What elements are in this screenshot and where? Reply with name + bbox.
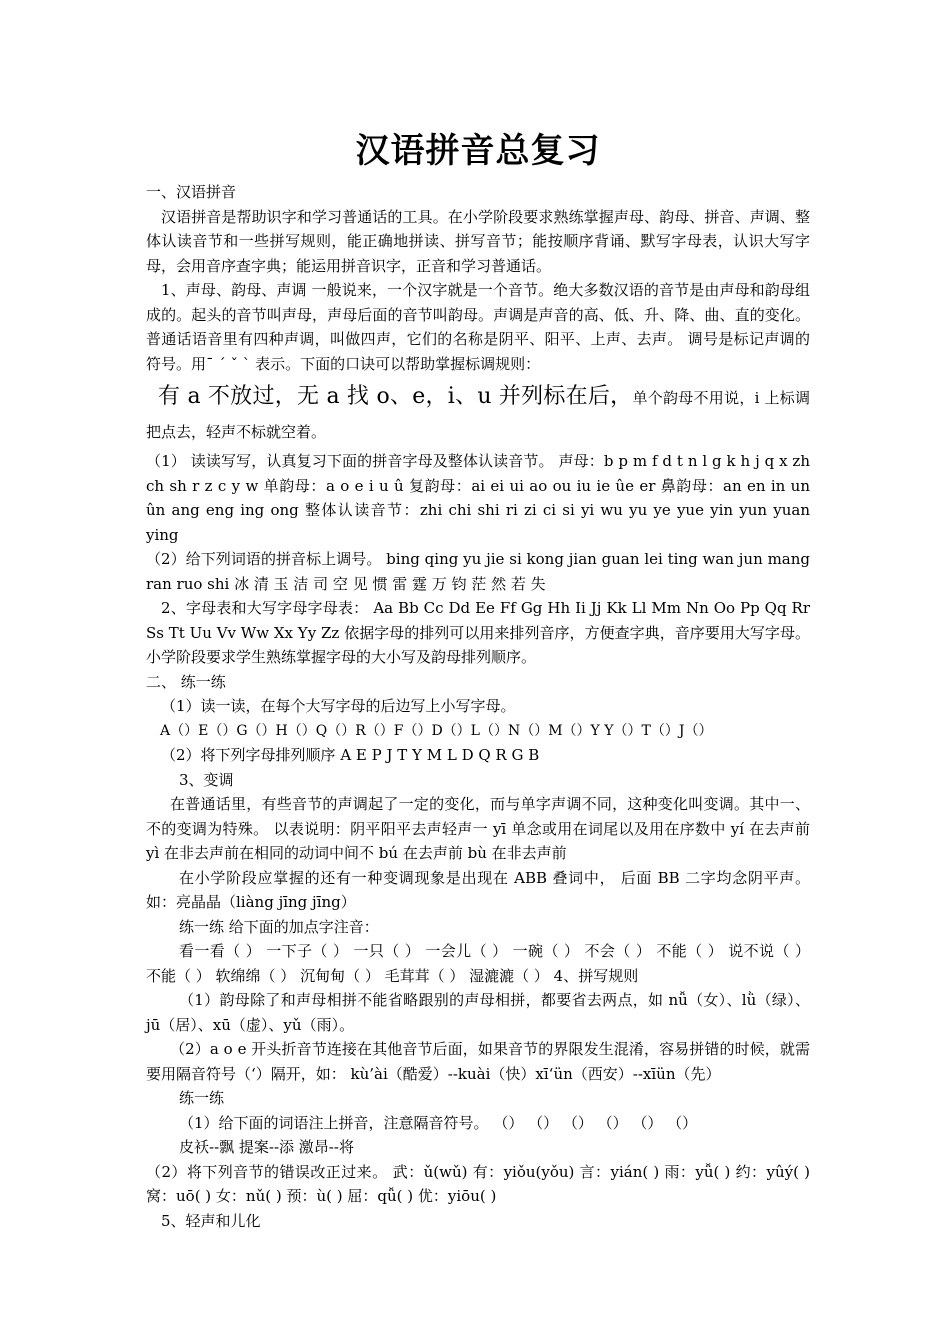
paragraph-abb: 在小学阶段应掌握的还有一种变调现象是出现在 ABB 叠词中， 后面 BB 二字均念阴平声。如：亮晶晶（liàng jīng jīng） (146, 868, 810, 911)
paragraph-intro: 汉语拼音是帮助识字和学习普通话的工具。在小学阶段要求熟练掌握声母、韵母、拼音、声调、整体认读音节和一些拼写规则，能正确地拼读、拼写音节；能按顺序背诵、默写字母表，认识大写字母，会用音序查字典；能运用拼音识字，正音和学习普通话。 (146, 207, 810, 275)
exercise-tone-marks: （2）给下列词语的拼音标上调号。 bing qing yu jie si kong jian guan lei ting wan jun mang ran ruo shi 冰 清 玉 洁 司 空 见 惯 雷 霆 万 钧 茫 然 若 失 (146, 550, 810, 593)
tone-rule-big: 有 a 不放过，无 a 找 o、e，i、u 并列标在后， (158, 384, 633, 409)
tone-rule-rest: 单个韵母不用说，i 上标调把点去，轻声不标就空着。 (146, 389, 810, 441)
section-heading-1: 一、汉语拼音 (146, 183, 237, 201)
heading-tone-change: 3、变调 (179, 770, 234, 789)
practice-item-1: （1）读一读，在每个大写字母的后边写上小写字母。 (161, 697, 516, 715)
page-title: 汉语拼音总复习 (355, 131, 601, 171)
tone-rule-verse (146, 380, 810, 449)
spelling-rule-2: （2）a o e 开头折音节连接在其他音节后面，如果音节的界限发生混淆，容易拼错的时候，就需要用隔音符号（‘）隔开，如： kù’ài（酷爱）--kuài（快）xī‘ün（西安）--xīün（先） (146, 1040, 810, 1083)
paragraph-tones: 1、声母、韵母、声调 一般说来，一个汉字就是一个音节。绝大多数汉语的音节是由声母和韵母组成的。起头的音节叫声母，声母后面的音节叫韵母。声调是声音的高、低、升、降、曲、直的变化。普通话语音里有四种声调，叫做四声，它们的名称是阴平、阳平、上声、去声。 调号是标记声调的符号。用ˉ ˊ ˇ ˋ 表示。下面的口诀可以帮助掌握标调规则： (146, 281, 810, 373)
paragraph-tone-change: 在普通话里，有些音节的声调起了一定的变化，而与单字声调不同，这种变化叫变调。其中一、不的变调为特殊。 以表说明：阴平阳平去声轻声一 yī 单念或用在词尾以及用在序数中 yí 在去声前 yì 在非去声前在相同的动词中间不 bú 在去声前 bù 在非去声前 (146, 795, 810, 862)
practice-item-2: （2）将下列字母排列顺序 A E P J T Y M L D Q R G B (161, 746, 540, 764)
separator-words: 皮袄--飘 提案--添 激昂--将 (179, 1138, 354, 1156)
document-page (146, 130, 810, 1233)
spelling-rule-1: （1）韵母除了和声母相拼不能省略跟别的声母相拼，都要省去两点，如 nǚ（女）、lǜ（绿）、jū（居）、xū（虚）、yǔ（雨）。 (146, 991, 810, 1034)
heading-neutral-tone: 5、轻声和儿化 (161, 1211, 261, 1230)
practice-heading-2: 练一练 (179, 1089, 225, 1107)
exercise-read-write: （1） 读读写写，认真复习下面的拼音字母及整体认读音节。 声母：b p m f d t n l g k h j q x zh ch sh r z c y w 单韵母：a o e i u û 复韵母：ai ei ui ao ou iu ie ûe er 鼻韵母：an en in un ûn ang eng ing ong 整体认读音节：zhi chi shi ri zi ci si yi wu yu ye yue yin yun yuan ying (146, 452, 810, 544)
paragraph-alphabet: 2、字母表和大写字母字母表： Aa Bb Cc Dd Ee Ff Gg Hh Ii Jj Kk Ll Mm Nn Oo Pp Qq Rr Ss Tt Uu Vv Ww Xx Yy Zz 依据字母的排列可以用来排列音序，方便查字典，音序要用大写字母。小学阶段要求学生熟练掌握字母的大小写及韵母排列顺序。 (146, 599, 810, 666)
practice-separator-item: （1）给下面的词语注上拼音，注意隔音符号。 （） （） （） （） （） （） (179, 1113, 698, 1132)
practice-correction: （2）将下列音节的错误改正过来。 武：ǔ(wǔ) 有：yiǒu(yǒu) 言：yián( ) 雨：yǚ( ) 约：yûý( ) 窝：uō( ) 女：nǔ( ) 预：ù( ) 屈：qǚ( ) 优：yiōu( ) (146, 1162, 810, 1205)
section-heading-2: 二、 练一练 (146, 672, 226, 691)
annotate-words: 看一看（ ） 一下子（ ） 一只（ ） 一会儿（ ） 一碗（ ） 不会（ ） 不能（ ） 说不说（ ） 不能（ ） 软绵绵（ ） 沉甸甸（ ） 毛茸茸（ ） 湿漉漉（ ） 4、拼写规则 (146, 942, 810, 985)
practice-heading-annotate: 练一练 给下面的加点字注音： (179, 917, 379, 936)
letter-blanks: A（）E（）G（）H（）Q（）R（）F（）D（）L（）N（）M（）Y Y（）T（）J（） (160, 722, 713, 739)
